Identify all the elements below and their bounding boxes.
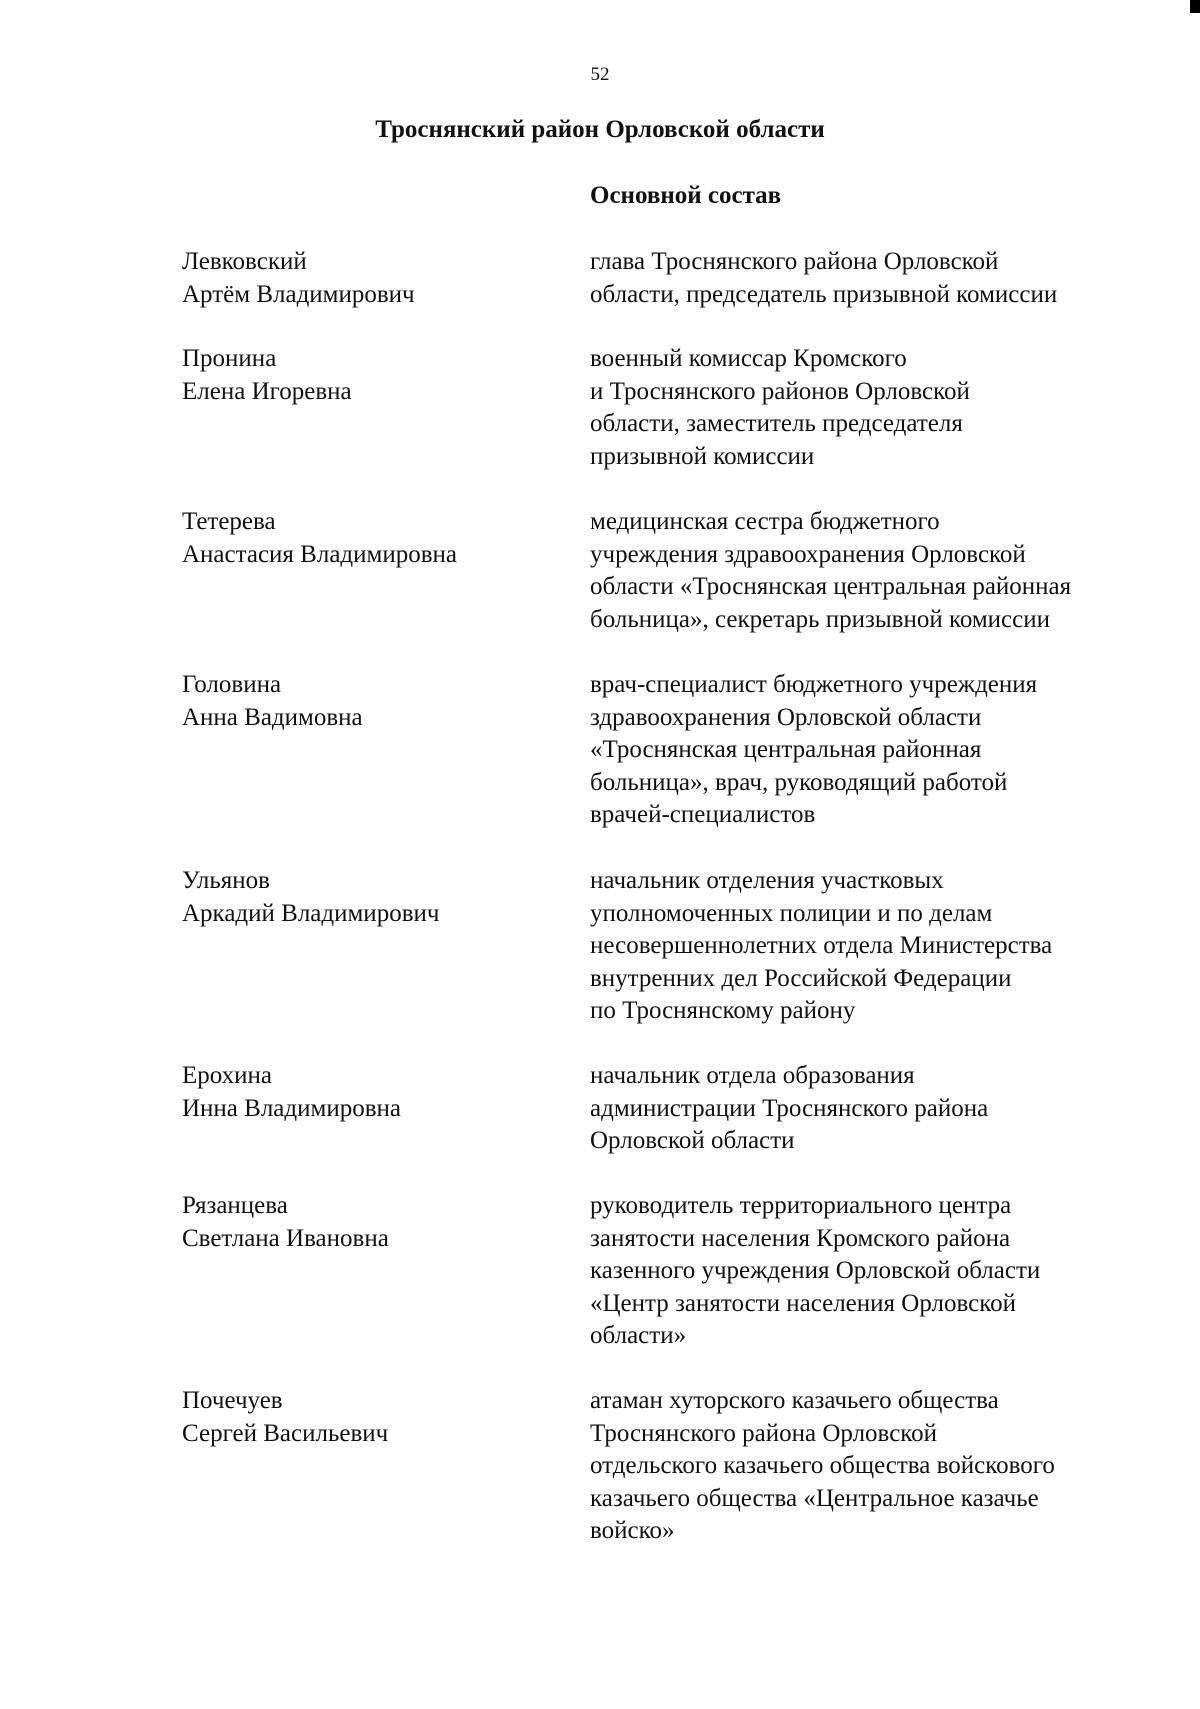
role-line: области, председатель призывной комиссии [590, 280, 1058, 308]
member-surname: Головина [182, 671, 282, 698]
member-given-names: Анастасия Владимировна [182, 540, 457, 568]
role-line: врачей-специалистов [590, 801, 816, 828]
role-line: внутренних дел Российской Федерации [590, 964, 1012, 992]
member-name [182, 1190, 562, 1255]
role-line: Троснянского района Орловской [590, 1419, 938, 1447]
member-given-names: Аркадий Владимирович [182, 899, 440, 927]
scan-corner-mark [1190, 0, 1200, 13]
member-given-names: Артём Владимирович [182, 280, 415, 308]
role-line: военный комиссар Кромского [590, 345, 907, 372]
member-role [590, 669, 1150, 832]
member-name [182, 865, 562, 930]
role-line: отдельского казачьего общества войскового [590, 1452, 1055, 1479]
member-role [590, 865, 1150, 1028]
member-name [182, 1060, 562, 1125]
page-number: 52 [590, 64, 610, 85]
role-line: больница», секретарь призывной комиссии [590, 605, 1051, 633]
member-given-names: Светлана Ивановна [182, 1224, 389, 1252]
member-given-names: Инна Владимировна [182, 1094, 401, 1122]
document-title: Троснянский район Орловской области [375, 116, 825, 143]
role-line: здравоохранения Орловской области [590, 703, 982, 731]
role-line: Орловской области [590, 1127, 795, 1154]
role-line: несовершеннолетних отдела Министерства [590, 932, 1053, 959]
member-name [182, 343, 562, 408]
role-line: по Троснянскому району [590, 997, 856, 1024]
member-role [590, 246, 1150, 311]
role-line: начальник отделения участковых [590, 867, 944, 894]
member-role [590, 1190, 1150, 1353]
member-role [590, 1385, 1150, 1548]
role-line: глава Троснянского района Орловской [590, 248, 999, 275]
role-line: руководитель территориального центра [590, 1192, 1012, 1219]
member-surname: Почечуев [182, 1387, 283, 1414]
member-role [590, 1060, 1150, 1158]
member-role [590, 506, 1150, 636]
role-line: больница», врач, руководящий работой [590, 768, 1008, 796]
member-surname: Пронина [182, 345, 277, 372]
member-surname: Ерохина [182, 1062, 273, 1089]
member-role [590, 343, 1150, 473]
member-given-names: Анна Вадимовна [182, 703, 363, 731]
role-line: «Центр занятости населения Орловской [590, 1289, 1016, 1317]
member-given-names: Сергей Васильевич [182, 1419, 389, 1447]
role-line: начальник отдела образования [590, 1062, 915, 1089]
member-name [182, 1385, 562, 1450]
member-surname: Рязанцева [182, 1192, 288, 1219]
role-line: казенного учреждения Орловской области [590, 1257, 1041, 1284]
role-line: области» [590, 1322, 687, 1349]
member-name [182, 246, 562, 311]
role-line: «Троснянская центральная районная [590, 736, 982, 763]
role-line: войско» [590, 1517, 675, 1544]
member-surname: Тетерева [182, 508, 276, 535]
role-line: занятости населения Кромского района [590, 1224, 1011, 1252]
role-line: области, заместитель председателя [590, 410, 963, 437]
member-surname: Левковский [182, 248, 307, 275]
role-line: администрации Троснянского района [590, 1094, 989, 1122]
role-line: призывной комиссии [590, 442, 815, 470]
role-line: атаман хуторского казачьего общества [590, 1387, 999, 1414]
member-given-names: Елена Игоревна [182, 377, 352, 405]
member-surname: Ульянов [182, 867, 270, 894]
role-line: медицинская сестра бюджетного [590, 508, 940, 535]
role-line: уполномоченных полиции и по делам [590, 899, 993, 927]
member-name [182, 669, 562, 734]
member-name [182, 506, 562, 571]
role-line: учреждения здравоохранения Орловской [590, 540, 1026, 568]
role-line: области «Троснянская центральная районная [590, 573, 1072, 600]
role-line: и Троснянского районов Орловской [590, 377, 970, 405]
section-subtitle: Основной состав [590, 182, 782, 209]
role-line: казачьего общества «Центральное казачье [590, 1484, 1039, 1512]
role-line: врач-специалист бюджетного учреждения [590, 671, 1038, 698]
